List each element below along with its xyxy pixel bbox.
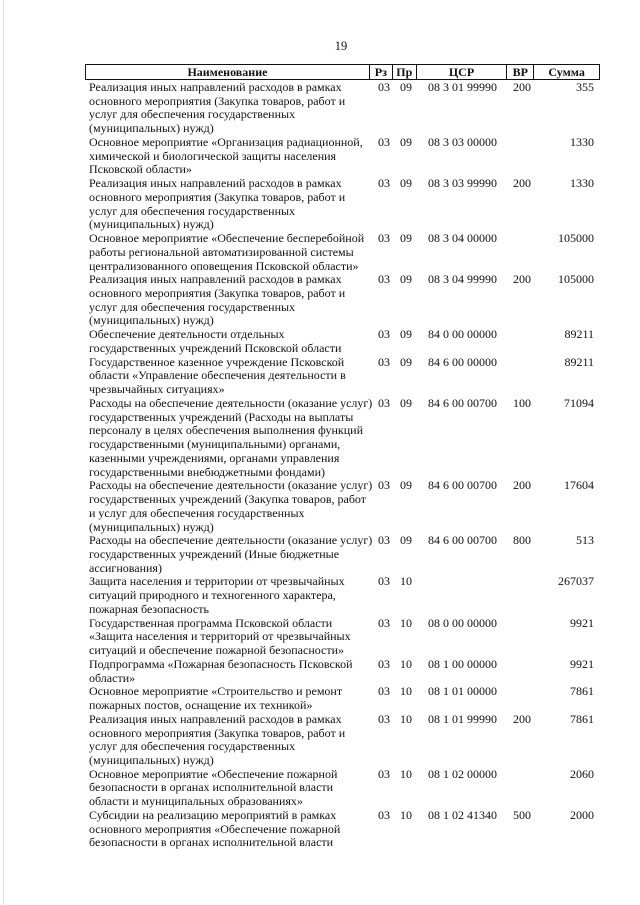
row-pr: 09 [400,80,412,94]
row-vr: 200 [513,711,531,726]
row-name-line: (муниципальных) нужд) [89,121,214,136]
row-csr: 08 1 02 00000 [428,766,497,781]
table-row [0,617,640,658]
header-csr: ЦСР [417,65,508,79]
row-name-line: ситуаций природного и техногенного характера, [89,588,336,603]
table-row [0,479,640,534]
row-name-line: Защита населения и территории от чрезвычайных [89,574,345,589]
row-name-line: Государственное казенное учреждение Псковской [89,354,345,369]
table-row [0,713,640,768]
row-sum: 355 [576,80,594,94]
row-name-line: Расходы на обеспечение деятельности (оказание услуг) [89,478,373,493]
row-sum: 1330 [570,134,594,149]
row-sum: 89211 [564,354,594,369]
row-rz: 03 [378,684,390,699]
row-name-line: Реализация иных направлений расходов в рамках [89,80,342,94]
row-csr: 08 3 04 99990 [428,272,497,287]
table-body [0,81,640,850]
row-name-line: пожарная безопасность [89,601,209,616]
row-sum: 7861 [570,684,594,699]
row-csr: 08 3 03 00000 [428,134,497,149]
row-pr: 09 [400,176,412,191]
row-sum: 105000 [558,272,594,287]
table-row [0,685,640,712]
row-pr: 10 [400,766,412,781]
row-pr: 09 [400,478,412,493]
row-csr: 84 6 00 00000 [428,354,497,369]
row-pr: 10 [400,656,412,671]
row-name-line: казенными учреждениями, органами управления [89,450,340,465]
row-name-line: безопасности в органах исполнительной власти [89,780,334,795]
row-name-line: области» [89,670,136,685]
row-name-line: Государственная программа Псковской области [89,615,333,630]
row-rz: 03 [378,134,390,149]
row-sum: 2060 [570,766,594,781]
row-sum: 9921 [570,615,594,630]
table-row [0,136,640,177]
row-name-line: основного мероприятия (Закупка товаров, работ и [89,286,346,301]
row-name-line: Расходы на обеспечение деятельности (оказание услуг) [89,533,373,548]
row-name-line: Основное мероприятие «Обеспечение пожарной [89,766,338,781]
table-row [0,273,640,328]
row-name-line: государственных учреждений (Иные бюджетные [89,546,340,561]
row-csr: 84 6 00 00700 [428,533,497,548]
row-vr: 200 [513,80,531,94]
row-name-line: государственных учреждений Псковской области [89,340,342,355]
header-rz: Рз [370,65,393,79]
row-name-line: основного мероприятия (Закупка товаров, работ и [89,725,346,740]
row-name-line: услуг для обеспечения государственных [89,739,296,754]
table-row [0,658,640,685]
row-name-line: Подпрограмма «Пожарная безопасность Псковской [89,656,353,671]
row-rz: 03 [378,711,390,726]
row-name-line: Реализация иных направлений расходов в рамках [89,711,342,726]
row-pr: 09 [400,134,412,149]
row-pr: 10 [400,574,412,589]
row-name-line: химической и биологической защиты населения [89,148,337,163]
row-sum: 71094 [564,395,594,410]
row-name-line: области и муниципальных образованиях» [89,794,303,809]
table-row [0,328,640,355]
row-name-line: услуг для обеспечения государственных [89,107,296,122]
row-pr: 09 [400,395,412,410]
row-vr: 200 [513,272,531,287]
table-row [0,809,640,850]
row-name-line: Реализация иных направлений расходов в рамках [89,272,342,287]
row-vr: 200 [513,176,531,191]
table-row [0,397,640,479]
row-name-line: работы региональной автоматизированной системы [89,244,354,259]
row-name-line: пожарных постов, оснащение их техникой» [89,698,313,713]
row-csr: 08 1 01 00000 [428,684,497,699]
row-pr: 09 [400,354,412,369]
row-csr: 08 1 02 41340 [428,807,497,822]
row-pr: 09 [400,327,412,342]
row-name-line: государственными (муниципальными) органами, [89,437,341,452]
row-csr: 84 6 00 00700 [428,395,497,410]
row-name-line: основного мероприятия «Обеспечение пожарной [89,821,341,836]
row-sum: 7861 [570,711,594,726]
row-rz: 03 [378,574,390,589]
row-name-line: централизованного оповещения Псковской области» [89,258,359,273]
table-row [0,232,640,273]
row-name-line: персоналу в целях обеспечения выполнения функций [89,423,363,438]
row-pr: 09 [400,231,412,246]
row-rz: 03 [378,656,390,671]
row-rz: 03 [378,807,390,822]
row-name-line: основного мероприятия (Закупка товаров, работ и [89,189,346,204]
header-name: Наименование [86,65,370,79]
row-rz: 03 [378,766,390,781]
row-name-line: Псковской области» [89,162,192,177]
row-name-line: области «Управление обеспечения деятельности в [89,368,346,383]
row-name-line: «Защита населения и территорий от чрезвычайных [89,629,351,644]
row-name-line: (муниципальных) нужд) [89,752,214,767]
row-rz: 03 [378,327,390,342]
row-vr: 500 [513,807,531,822]
row-name-line: Расходы на обеспечение деятельности (оказание услуг) [89,395,373,410]
row-sum: 2000 [570,807,594,822]
row-name-line: ассигнования) [89,560,162,575]
row-name-line: (муниципальных) нужд) [89,217,214,232]
row-vr: 100 [513,395,531,410]
table-row [0,768,640,809]
row-sum: 9921 [570,656,594,671]
row-rz: 03 [378,533,390,548]
row-csr: 08 3 04 00000 [428,231,497,246]
row-name-line: основного мероприятия (Закупка товаров, работ и [89,93,346,108]
row-csr: 84 0 00 00000 [428,327,497,342]
row-name-line: ситуаций и обеспечение пожарной безопасности» [89,643,345,658]
row-pr: 09 [400,533,412,548]
table-header [85,64,600,80]
row-rz: 03 [378,231,390,246]
row-name-line: безопасности в органах исполнительной власти [89,835,334,850]
table-row [0,177,640,232]
row-name-line: Основное мероприятие «Обеспечение бесперебойной [89,231,365,246]
row-name-line: услуг для обеспечения государственных [89,299,296,314]
row-pr: 10 [400,711,412,726]
row-pr: 10 [400,615,412,630]
row-csr: 08 1 01 99990 [428,711,497,726]
row-rz: 03 [378,395,390,410]
row-sum: 17604 [564,478,594,493]
row-name-line: Обеспечение деятельности отдельных [89,327,285,342]
row-csr: 08 0 00 00000 [428,615,497,630]
page-number: 19 [334,39,348,53]
row-rz: 03 [378,478,390,493]
row-sum: 89211 [564,327,594,342]
row-pr: 09 [400,272,412,287]
row-name-line: государственными внебюджетными фондами) [89,464,326,479]
row-name-line: Реализация иных направлений расходов в рамках [89,176,342,191]
row-vr: 200 [513,478,531,493]
row-name-line: Основное мероприятие «Организация радиационной, [89,134,363,149]
row-sum: 105000 [558,231,594,246]
row-name-line: (муниципальных) нужд) [89,519,214,534]
row-rz: 03 [378,272,390,287]
row-csr: 84 6 00 00700 [428,478,497,493]
row-sum: 1330 [570,176,594,191]
row-name-line: чрезвычайных ситуациях» [89,382,225,397]
row-vr: 800 [513,533,531,548]
row-csr: 08 1 00 00000 [428,656,497,671]
header-sum: Сумма [548,65,585,79]
row-name-line: (муниципальных) нужд) [89,313,214,328]
row-rz: 03 [378,80,390,94]
row-rz: 03 [378,354,390,369]
row-name-line: и услуг для обеспечения государственных [89,505,305,520]
table-row [0,81,640,136]
row-name-line: государственных учреждений (Расходы на выплаты [89,409,354,424]
row-sum: 513 [576,533,594,548]
row-rz: 03 [378,615,390,630]
table-row [0,534,640,575]
row-rz: 03 [378,176,390,191]
table-row [0,356,640,397]
row-name-line: Основное мероприятие «Строительство и ремонт [89,684,343,699]
table-row [0,575,640,616]
row-csr: 08 3 01 99990 [428,80,497,94]
row-name-line: Субсидии на реализацию мероприятий в рамках [89,807,337,822]
row-name-line: услуг для обеспечения государственных [89,203,296,218]
row-csr: 08 3 03 99990 [428,176,497,191]
header-vr: ВР [507,65,534,79]
row-name-line: государственных учреждений (Закупка товаров, работ [89,492,367,507]
row-pr: 10 [400,807,412,822]
row-pr: 10 [400,684,412,699]
header-pr: Пр [393,65,417,79]
row-sum: 267037 [558,574,594,589]
